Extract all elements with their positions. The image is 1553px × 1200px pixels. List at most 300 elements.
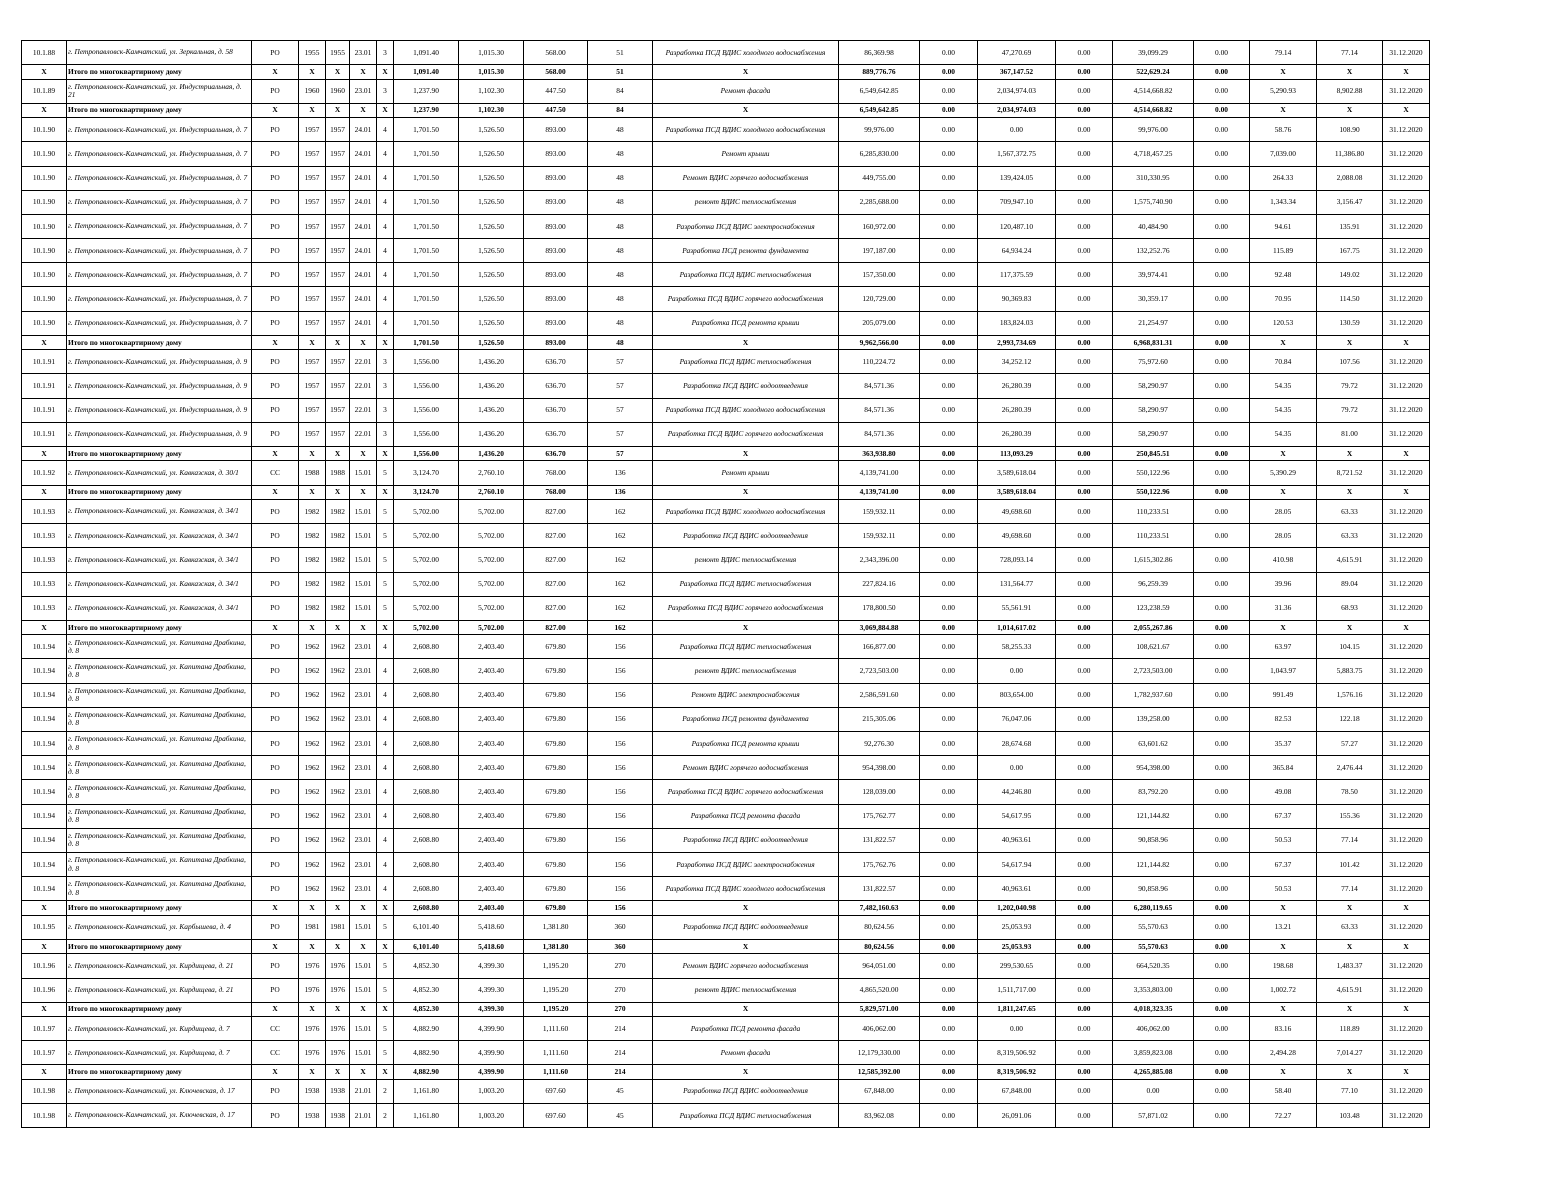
max-unit-cost-cell: 77.14 [1317, 41, 1383, 65]
build-year-cell: 1957 [299, 239, 326, 263]
residential-area-cell: 679.80 [524, 635, 588, 659]
floors-cell: 4 [377, 166, 394, 190]
max-unit-cost-cell: 78.50 [1317, 780, 1383, 804]
total-value: 4,514,668.82 [1113, 103, 1194, 117]
material-cell: РО [252, 1079, 299, 1103]
regional-funds-cell: 728,093.14 [978, 548, 1056, 572]
row-number-cell: 10.1.94 [22, 659, 67, 683]
commission-year-cell: 1982 [326, 596, 350, 620]
material-cell: РО [252, 79, 299, 103]
total-value: 0.00 [1056, 901, 1113, 915]
x-mark: X [1317, 939, 1383, 953]
total-value: 1,015.30 [459, 65, 524, 79]
total-value: 360 [588, 939, 653, 953]
table-row [22, 398, 1430, 422]
federal-funds-cell: 0.00 [920, 79, 978, 103]
deadline-cell: 31.12.2020 [1383, 683, 1430, 707]
total-value: 57 [588, 446, 653, 460]
living-area-cell: 5,702.00 [459, 548, 524, 572]
row-number-cell: 10.1.94 [22, 707, 67, 731]
federal-funds-cell: 0.00 [920, 398, 978, 422]
work-type-cell: Разработка ПСД ВДИС холодного водоснабжения [653, 118, 839, 142]
row-number-cell: 10.1.90 [22, 214, 67, 238]
total-label: Итого по многоквартирному дому [67, 620, 252, 634]
floors-cell: 5 [377, 548, 394, 572]
owner-funds-cell: 406,062.00 [1113, 1017, 1194, 1041]
commission-year-cell: 1957 [326, 239, 350, 263]
owner-funds-cell: 123,238.59 [1113, 596, 1194, 620]
max-unit-cost-cell: 77.14 [1317, 828, 1383, 852]
address-cell: г. Петропавловск-Камчатский, ул. Индустриальная, д. 7 [67, 287, 252, 311]
table-row [22, 1017, 1430, 1041]
total-value: 0.00 [1056, 620, 1113, 634]
municipal-funds-cell: 0.00 [1056, 263, 1113, 287]
unit-cost-cell: 1,002.72 [1250, 978, 1317, 1002]
address-cell: г. Петропавловск-Камчатский, ул. Индустриальная, д. 7 [67, 239, 252, 263]
regional-funds-cell: 131,564.77 [978, 572, 1056, 596]
residential-area-cell: 447.50 [524, 79, 588, 103]
municipal-funds-cell: 0.00 [1056, 350, 1113, 374]
address-cell: г. Петропавловск-Камчатский, ул. Капитана Драбкина, д. 8 [67, 877, 252, 901]
wear-code-cell: 15.01 [350, 915, 377, 939]
max-unit-cost-cell: 63.33 [1317, 524, 1383, 548]
row-number-cell: 10.1.94 [22, 828, 67, 852]
max-unit-cost-cell: 8,902.88 [1317, 79, 1383, 103]
residential-area-cell: 1,195.20 [524, 954, 588, 978]
material-cell: РО [252, 780, 299, 804]
total-value: 12,585,392.00 [839, 1065, 920, 1079]
wear-code-cell: 23.01 [350, 877, 377, 901]
wear-code-cell: 21.01 [350, 1079, 377, 1103]
deadline-cell: 31.12.2020 [1383, 915, 1430, 939]
federal-funds-cell: 0.00 [920, 311, 978, 335]
residential-area-cell: 893.00 [524, 239, 588, 263]
floors-cell: 3 [377, 374, 394, 398]
row-number-cell: 10.1.90 [22, 190, 67, 214]
residents-cell: 162 [588, 499, 653, 523]
federal-funds-cell: 0.00 [920, 524, 978, 548]
wear-code-cell: 15.01 [350, 596, 377, 620]
living-area-cell: 5,702.00 [459, 524, 524, 548]
material-cell: РО [252, 524, 299, 548]
owner-funds-cell: 30,359.17 [1113, 287, 1194, 311]
total-value: 522,629.24 [1113, 65, 1194, 79]
residential-area-cell: 636.70 [524, 398, 588, 422]
work-type-cell: Разработка ПСД ВДИС горячего водоснабжения [653, 287, 839, 311]
max-unit-cost-cell: 77.14 [1317, 877, 1383, 901]
total-area-cell: 2,608.80 [394, 756, 459, 780]
max-unit-cost-cell: 8,721.52 [1317, 461, 1383, 485]
address-cell: г. Петропавловск-Камчатский, ул. Кирдищева, д. 7 [67, 1041, 252, 1065]
max-unit-cost-cell: 149.02 [1317, 263, 1383, 287]
total-value: 1,202,040.98 [978, 901, 1056, 915]
total-value: 0.00 [920, 103, 978, 117]
unit-cost-cell: 1,043.97 [1250, 659, 1317, 683]
unit-cost-cell: 5,390.29 [1250, 461, 1317, 485]
owner-funds-cell: 108,621.67 [1113, 635, 1194, 659]
commission-year-cell: 1957 [326, 190, 350, 214]
work-cost-cell: 120,729.00 [839, 287, 920, 311]
other-funds-cell: 0.00 [1194, 707, 1250, 731]
total-value: 0.00 [1194, 335, 1250, 349]
work-type-cell: Разработка ПСД ВДИС теплоснабжения [653, 1104, 839, 1128]
living-area-cell: 4,399.30 [459, 954, 524, 978]
other-funds-cell: 0.00 [1194, 659, 1250, 683]
material-cell: РО [252, 41, 299, 65]
work-type-cell: Разработка ПСД ВДИС теплоснабжения [653, 350, 839, 374]
federal-funds-cell: 0.00 [920, 499, 978, 523]
deadline-cell: 31.12.2020 [1383, 499, 1430, 523]
total-area-cell: 1,701.50 [394, 166, 459, 190]
regional-funds-cell: 139,424.05 [978, 166, 1056, 190]
regional-funds-cell: 49,698.60 [978, 499, 1056, 523]
municipal-funds-cell: 0.00 [1056, 1079, 1113, 1103]
living-area-cell: 4,399.30 [459, 978, 524, 1002]
row-number-cell: 10.1.90 [22, 239, 67, 263]
floors-cell: 5 [377, 499, 394, 523]
residential-area-cell: 636.70 [524, 422, 588, 446]
total-value: 0.00 [1194, 901, 1250, 915]
x-mark: X [299, 335, 326, 349]
address-cell: г. Петропавловск-Камчатский, ул. Кавказская, д. 34/1 [67, 572, 252, 596]
residential-area-cell: 1,381.80 [524, 915, 588, 939]
work-type-cell: Разработка ПСД ВДИС холодного водоснабжения [653, 41, 839, 65]
unit-cost-cell: 1,343.34 [1250, 190, 1317, 214]
unit-cost-cell: 94.61 [1250, 214, 1317, 238]
total-value: 679.80 [524, 901, 588, 915]
owner-funds-cell: 58,290.97 [1113, 398, 1194, 422]
municipal-funds-cell: 0.00 [1056, 732, 1113, 756]
owner-funds-cell: 90,858.96 [1113, 828, 1194, 852]
row-number-cell: 10.1.94 [22, 877, 67, 901]
address-cell: г. Петропавловск-Камчатский, ул. Индустриальная, д. 7 [67, 263, 252, 287]
max-unit-cost-cell: 167.75 [1317, 239, 1383, 263]
x-mark: X [1383, 65, 1430, 79]
owner-funds-cell: 139,258.00 [1113, 707, 1194, 731]
address-cell: г. Петропавловск-Камчатский, ул. Кавказская, д. 34/1 [67, 596, 252, 620]
total-row [22, 1065, 1430, 1079]
owner-funds-cell: 0.00 [1113, 1079, 1194, 1103]
row-number-cell: 10.1.94 [22, 635, 67, 659]
row-number-cell: 10.1.96 [22, 978, 67, 1002]
floors-cell: 4 [377, 659, 394, 683]
unit-cost-cell: 115.89 [1250, 239, 1317, 263]
living-area-cell: 5,702.00 [459, 572, 524, 596]
max-unit-cost-cell: 68.93 [1317, 596, 1383, 620]
total-row [22, 446, 1430, 460]
x-mark: X [377, 901, 394, 915]
build-year-cell: 1962 [299, 756, 326, 780]
work-type-cell: Ремонт фасада [653, 79, 839, 103]
unit-cost-cell: 28.05 [1250, 524, 1317, 548]
living-area-cell: 2,403.40 [459, 659, 524, 683]
address-cell: г. Петропавловск-Камчатский, ул. Кирдищева, д. 21 [67, 954, 252, 978]
owner-funds-cell: 99,976.00 [1113, 118, 1194, 142]
federal-funds-cell: 0.00 [920, 214, 978, 238]
regional-funds-cell: 8,319,506.92 [978, 1041, 1056, 1065]
residents-cell: 57 [588, 374, 653, 398]
other-funds-cell: 0.00 [1194, 683, 1250, 707]
residents-cell: 48 [588, 214, 653, 238]
owner-funds-cell: 55,570.63 [1113, 915, 1194, 939]
deadline-cell: 31.12.2020 [1383, 852, 1430, 876]
federal-funds-cell: 0.00 [920, 978, 978, 1002]
municipal-funds-cell: 0.00 [1056, 461, 1113, 485]
material-cell: РО [252, 311, 299, 335]
unit-cost-cell: 13.21 [1250, 915, 1317, 939]
total-value: 1,436.20 [459, 446, 524, 460]
owner-funds-cell: 110,233.51 [1113, 499, 1194, 523]
material-cell: РО [252, 190, 299, 214]
x-mark: X [377, 65, 394, 79]
residents-cell: 156 [588, 683, 653, 707]
deadline-cell: 31.12.2020 [1383, 780, 1430, 804]
owner-funds-cell: 96,259.39 [1113, 572, 1194, 596]
material-cell: РО [252, 828, 299, 852]
total-row [22, 485, 1430, 499]
total-area-cell: 1,091.40 [394, 41, 459, 65]
x-mark: X [22, 901, 67, 915]
build-year-cell: 1962 [299, 659, 326, 683]
living-area-cell: 2,403.40 [459, 877, 524, 901]
address-cell: г. Петропавловск-Камчатский, ул. Капитана Драбкина, д. 8 [67, 683, 252, 707]
municipal-funds-cell: 0.00 [1056, 398, 1113, 422]
residential-area-cell: 893.00 [524, 214, 588, 238]
total-value: 7,482,160.63 [839, 901, 920, 915]
commission-year-cell: 1962 [326, 707, 350, 731]
address-cell: г. Петропавловск-Камчатский, ул. Кирдищева, д. 7 [67, 1017, 252, 1041]
living-area-cell: 1,102.30 [459, 79, 524, 103]
total-value: 1,701.50 [394, 335, 459, 349]
x-mark: X [653, 939, 839, 953]
total-value: 5,702.00 [459, 620, 524, 634]
unit-cost-cell: 198.68 [1250, 954, 1317, 978]
table-body [22, 41, 1430, 1128]
x-mark: X [252, 335, 299, 349]
total-area-cell: 4,882.90 [394, 1041, 459, 1065]
residents-cell: 156 [588, 877, 653, 901]
commission-year-cell: 1957 [326, 422, 350, 446]
total-value: 136 [588, 485, 653, 499]
total-value: 1,091.40 [394, 65, 459, 79]
build-year-cell: 1957 [299, 166, 326, 190]
material-cell: СС [252, 461, 299, 485]
owner-funds-cell: 664,520.35 [1113, 954, 1194, 978]
regional-funds-cell: 1,567,372.75 [978, 142, 1056, 166]
work-type-cell: Разработка ПСД ВДИС горячего водоснабжения [653, 780, 839, 804]
federal-funds-cell: 0.00 [920, 828, 978, 852]
work-type-cell: Разработка ПСД ВДИС водоотведения [653, 1079, 839, 1103]
build-year-cell: 1957 [299, 118, 326, 142]
build-year-cell: 1957 [299, 398, 326, 422]
floors-cell: 4 [377, 707, 394, 731]
total-value: 4,018,323.35 [1113, 1002, 1194, 1016]
material-cell: РО [252, 422, 299, 446]
owner-funds-cell: 3,353,803.00 [1113, 978, 1194, 1002]
floors-cell: 5 [377, 524, 394, 548]
build-year-cell: 1957 [299, 350, 326, 374]
total-value: 4,882.90 [394, 1065, 459, 1079]
address-cell: г. Петропавловск-Камчатский, ул. Индустриальная, д. 7 [67, 214, 252, 238]
total-value: 0.00 [1056, 335, 1113, 349]
table-row [22, 732, 1430, 756]
living-area-cell: 1,526.50 [459, 166, 524, 190]
unit-cost-cell: 49.08 [1250, 780, 1317, 804]
build-year-cell: 1962 [299, 683, 326, 707]
living-area-cell: 2,403.40 [459, 780, 524, 804]
other-funds-cell: 0.00 [1194, 852, 1250, 876]
total-value: 214 [588, 1065, 653, 1079]
work-type-cell: Разработка ПСД ВДИС водоотведения [653, 374, 839, 398]
max-unit-cost-cell: 79.72 [1317, 398, 1383, 422]
residents-cell: 156 [588, 635, 653, 659]
work-type-cell: Разработка ПСД ВДИС водоотведения [653, 915, 839, 939]
residents-cell: 48 [588, 287, 653, 311]
total-value: 84 [588, 103, 653, 117]
table-row [22, 1104, 1430, 1128]
work-cost-cell: 131,822.57 [839, 877, 920, 901]
table-row [22, 756, 1430, 780]
x-mark: X [252, 65, 299, 79]
regional-funds-cell: 26,280.39 [978, 374, 1056, 398]
wear-code-cell: 24.01 [350, 166, 377, 190]
row-number-cell: 10.1.93 [22, 499, 67, 523]
commission-year-cell: 1982 [326, 524, 350, 548]
living-area-cell: 1,526.50 [459, 239, 524, 263]
commission-year-cell: 1962 [326, 659, 350, 683]
residential-area-cell: 827.00 [524, 499, 588, 523]
x-mark: X [252, 620, 299, 634]
deadline-cell: 31.12.2020 [1383, 118, 1430, 142]
build-year-cell: 1982 [299, 499, 326, 523]
max-unit-cost-cell: 89.04 [1317, 572, 1383, 596]
residential-area-cell: 679.80 [524, 780, 588, 804]
x-mark: X [299, 1065, 326, 1079]
total-row [22, 335, 1430, 349]
x-mark: X [1383, 446, 1430, 460]
commission-year-cell: 1982 [326, 572, 350, 596]
living-area-cell: 2,403.40 [459, 732, 524, 756]
residents-cell: 214 [588, 1017, 653, 1041]
work-type-cell: Разработка ПСД ВДИС водоотведения [653, 828, 839, 852]
commission-year-cell: 1962 [326, 756, 350, 780]
federal-funds-cell: 0.00 [920, 756, 978, 780]
work-type-cell: Разработка ПСД ВДИС электроснабжения [653, 852, 839, 876]
work-type-cell: Ремонт ВДИС горячего водоснабжения [653, 166, 839, 190]
deadline-cell: 31.12.2020 [1383, 954, 1430, 978]
total-area-cell: 2,608.80 [394, 683, 459, 707]
deadline-cell: 31.12.2020 [1383, 1079, 1430, 1103]
regional-funds-cell: 709,947.10 [978, 190, 1056, 214]
x-mark: X [377, 1065, 394, 1079]
total-value: 2,034,974.03 [978, 103, 1056, 117]
build-year-cell: 1982 [299, 596, 326, 620]
address-cell: г. Петропавловск-Камчатский, ул. Кавказская, д. 30/1 [67, 461, 252, 485]
commission-year-cell: 1962 [326, 852, 350, 876]
owner-funds-cell: 4,514,668.82 [1113, 79, 1194, 103]
wear-code-cell: 23.01 [350, 79, 377, 103]
federal-funds-cell: 0.00 [920, 1041, 978, 1065]
living-area-cell: 2,403.40 [459, 756, 524, 780]
row-number-cell: 10.1.93 [22, 524, 67, 548]
x-mark: X [653, 620, 839, 634]
x-mark: X [22, 335, 67, 349]
residential-area-cell: 679.80 [524, 707, 588, 731]
x-mark: X [1250, 620, 1317, 634]
residents-cell: 360 [588, 915, 653, 939]
table-row [22, 683, 1430, 707]
other-funds-cell: 0.00 [1194, 780, 1250, 804]
total-value: 0.00 [1056, 65, 1113, 79]
total-value: 0.00 [1056, 939, 1113, 953]
total-value: 9,962,566.00 [839, 335, 920, 349]
other-funds-cell: 0.00 [1194, 287, 1250, 311]
wear-code-cell: 23.01 [350, 756, 377, 780]
x-mark: X [1383, 939, 1430, 953]
residents-cell: 136 [588, 461, 653, 485]
work-type-cell: ремонт ВДИС теплоснабжения [653, 659, 839, 683]
x-mark: X [377, 446, 394, 460]
work-type-cell: Разработка ПСД ВДИС холодного водоснабжения [653, 877, 839, 901]
deadline-cell: 31.12.2020 [1383, 350, 1430, 374]
max-unit-cost-cell: 122.18 [1317, 707, 1383, 731]
material-cell: РО [252, 263, 299, 287]
address-cell: г. Петропавловск-Камчатский, ул. Капитана Драбкина, д. 8 [67, 756, 252, 780]
row-number-cell: 10.1.90 [22, 311, 67, 335]
residents-cell: 48 [588, 142, 653, 166]
table-row [22, 978, 1430, 1002]
other-funds-cell: 0.00 [1194, 1041, 1250, 1065]
commission-year-cell: 1976 [326, 954, 350, 978]
max-unit-cost-cell: 57.27 [1317, 732, 1383, 756]
total-area-cell: 1,556.00 [394, 422, 459, 446]
floors-cell: 4 [377, 287, 394, 311]
total-value: 0.00 [1194, 65, 1250, 79]
table-row [22, 572, 1430, 596]
material-cell: РО [252, 374, 299, 398]
unit-cost-cell: 264.33 [1250, 166, 1317, 190]
residents-cell: 162 [588, 596, 653, 620]
residential-area-cell: 679.80 [524, 852, 588, 876]
living-area-cell: 1,526.50 [459, 190, 524, 214]
unit-cost-cell: 120.53 [1250, 311, 1317, 335]
residential-area-cell: 679.80 [524, 732, 588, 756]
row-number-cell: 10.1.90 [22, 287, 67, 311]
work-cost-cell: 157,350.00 [839, 263, 920, 287]
residential-area-cell: 893.00 [524, 311, 588, 335]
deadline-cell: 31.12.2020 [1383, 142, 1430, 166]
deadline-cell: 31.12.2020 [1383, 659, 1430, 683]
federal-funds-cell: 0.00 [920, 659, 978, 683]
wear-code-cell: 15.01 [350, 461, 377, 485]
address-cell: г. Петропавловск-Камчатский, ул. Капитана Драбкина, д. 8 [67, 780, 252, 804]
row-number-cell: 10.1.94 [22, 732, 67, 756]
total-area-cell: 1,701.50 [394, 311, 459, 335]
total-label: Итого по многоквартирному дому [67, 1002, 252, 1016]
table-row [22, 142, 1430, 166]
total-value: 447.50 [524, 103, 588, 117]
federal-funds-cell: 0.00 [920, 374, 978, 398]
wear-code-cell: 22.01 [350, 374, 377, 398]
address-cell: г. Петропавловск-Камчатский, ул. Капитана Драбкина, д. 8 [67, 659, 252, 683]
total-value: 0.00 [920, 901, 978, 915]
row-number-cell: 10.1.97 [22, 1017, 67, 1041]
living-area-cell: 2,760.10 [459, 461, 524, 485]
unit-cost-cell: 63.97 [1250, 635, 1317, 659]
total-area-cell: 5,702.00 [394, 499, 459, 523]
residential-area-cell: 679.80 [524, 828, 588, 852]
build-year-cell: 1976 [299, 954, 326, 978]
